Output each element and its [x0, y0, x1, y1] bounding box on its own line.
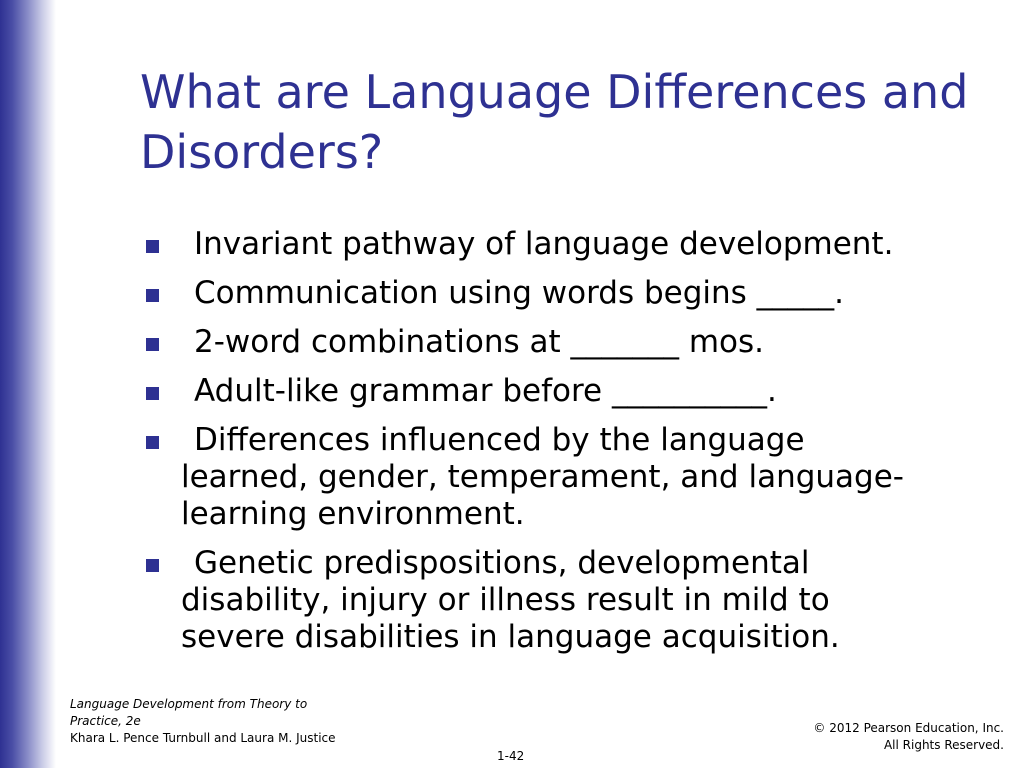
bullet-text: Communication using words begins _____. — [194, 275, 845, 311]
left-gradient-band — [0, 0, 56, 768]
bullet-item — [146, 324, 1006, 361]
footer-copyright — [744, 720, 1004, 754]
rights-text: All Rights Reserved. — [883, 738, 1004, 752]
square-bullet-icon — [146, 240, 159, 253]
bullet-text: 2-word combinations at _______ mos. — [194, 324, 765, 360]
bullet-item — [146, 275, 1006, 312]
bullet-text: Invariant pathway of language development. — [194, 226, 894, 262]
footer-source — [70, 696, 370, 747]
bullet-text: Genetic predispositions, developmental disability, injury or illness result in mild to severe disabilities in language acquisition. — [181, 545, 840, 655]
square-bullet-icon — [146, 436, 159, 449]
bullet-item — [146, 226, 1006, 263]
copyright-text: © 2012 Pearson Education, Inc. — [813, 721, 1004, 735]
bullet-text: Adult-like grammar before __________. — [194, 373, 777, 409]
bullet-item — [146, 545, 1006, 656]
bullet-item — [146, 422, 1006, 533]
square-bullet-icon — [146, 289, 159, 302]
slide-title: What are Language Differences and Disorders? — [140, 65, 969, 179]
footer-book-title: Language Development from Theory to Practice, 2e — [70, 697, 308, 728]
bullet-text: Differences influenced by the language learned, gender, temperament, and language-learning environment. — [181, 422, 904, 532]
square-bullet-icon — [146, 338, 159, 351]
square-bullet-icon — [146, 559, 159, 572]
page-number: 1-42 — [497, 749, 525, 763]
bullet-list — [146, 226, 1006, 668]
bullet-item — [146, 373, 1006, 410]
square-bullet-icon — [146, 387, 159, 400]
footer-authors: Khara L. Pence Turnbull and Laura M. Justice — [70, 731, 336, 745]
